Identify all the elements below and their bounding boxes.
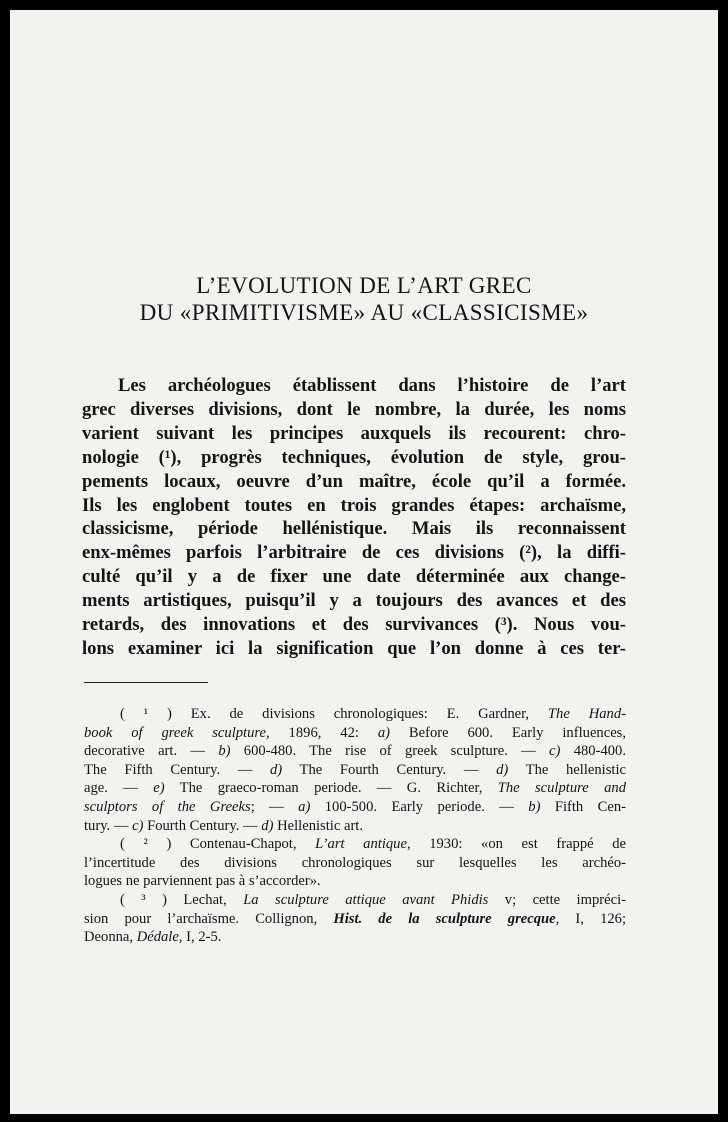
footnote-3-line: ( ³ ) Lechat, La sculpture attique avant Phidis v; cette impréci-	[120, 891, 626, 908]
body-line: grec diverses divisions, dont le nombre, la durée, les noms	[82, 398, 626, 420]
footnote-1-line: book of greek sculpture, 1896, 42: a) Before 600. Early influences,	[84, 724, 626, 741]
body-line: ments artistiques, puisqu’il y a toujours des avances et des	[82, 590, 626, 612]
body-line: pements locaux, oeuvre d’un maître, école qu’il a formée.	[82, 470, 626, 492]
footnote-3-line: sion pour l’archaïsme. Collignon, Hist. de la sculpture grecque, I, 126;	[84, 910, 627, 927]
body-line: Les archéologues établissent dans l’histoire de l’art	[118, 375, 626, 396]
footnote-2-line: l’incertitude des divisions chronologiques sur lesquelles les archéo-	[84, 854, 626, 871]
footnote-1-line: age. — e) The graeco-roman periode. — G. Richter, The sculpture and	[84, 780, 627, 797]
footnote-1-line: decorative art. — b) 600-480. The rise of greek sculpture. — c) 480-400.	[84, 743, 626, 760]
body-line: varient suivant les principes auxquels ils recourent: chro-	[82, 422, 626, 444]
footnote-1-line: ( ¹ ) Ex. de divisions chronologiques: E. Gardner, The Hand-	[120, 706, 626, 722]
footnote-2-line: ( ² ) Contenau-Chapot, L’art antique, 1930: «on est frappé de	[120, 836, 626, 853]
body-line: Ils les englobent toutes en trois grandes étapes: archaïsme,	[82, 494, 626, 516]
footnote-1-line: The Fifth Century. — d) The Fourth Century. — d) The hellenistic	[84, 761, 626, 778]
body-line: classicisme, période hellénistique. Mais ils reconnaissent	[82, 518, 626, 540]
footnote-2-line: logues ne parviennent pas à s’accorder».	[84, 873, 321, 890]
body-line: lons examiner ici la signification que l’on donne à ces ter-	[82, 637, 626, 659]
footnotes	[84, 705, 626, 947]
body-line: retards, des innovations et des survivances (³). Nous vou-	[82, 614, 626, 636]
body-line: culté qu’il y a de fixer une date déterminée aux change-	[82, 566, 626, 588]
title-line-1: L’EVOLUTION DE L’ART GREC	[196, 273, 532, 298]
body-line: enx-mêmes parfois l’arbitraire de ces divisions (²), la diffi-	[82, 542, 626, 564]
footnote-1-line: tury. — c) Fourth Century. — d) Hellenistic art.	[84, 817, 364, 834]
footnote-3-line: Deonna, Dédale, I, 2-5.	[84, 929, 222, 946]
footnote-1-line: sculptors of the Greeks; — a) 100-500. Early periode. — b) Fifth Cen-	[84, 798, 626, 815]
body-paragraph	[82, 374, 626, 661]
body-line: nologie (¹), progrès techniques, évolution de style, grou-	[82, 446, 626, 468]
article-title	[10, 272, 718, 326]
scanned-page	[10, 10, 718, 1114]
title-line-2: DU «PRIMITIVISME» AU «CLASSICISME»	[139, 300, 589, 325]
footnote-separator	[84, 682, 208, 683]
